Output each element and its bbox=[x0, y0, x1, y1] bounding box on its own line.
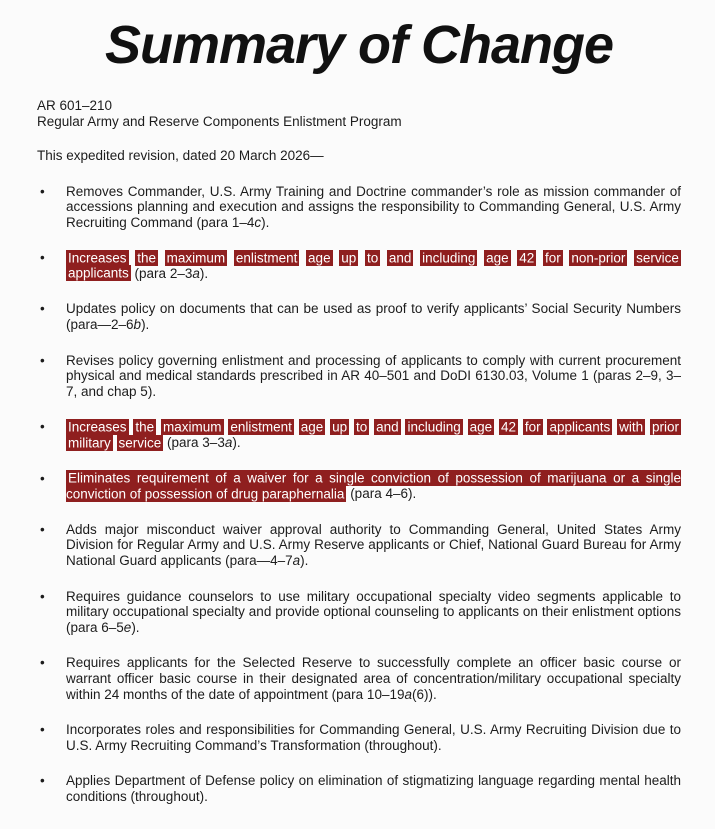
highlighted-text: to bbox=[366, 250, 379, 266]
paragraph-letter: a bbox=[192, 265, 200, 281]
paragraph-letter: b bbox=[133, 317, 142, 333]
highlighted-text: 42 bbox=[500, 419, 517, 435]
highlighted-text: non-prior bbox=[571, 250, 626, 266]
bullet-item: • Adds major misconduct waiver approval authority to Commanding General, United States Army Division for Regular Army and U.S. Army Reserve applicants or Chief, National Guard Bureau for Army National Guard applicants (para—4–7a). bbox=[37, 522, 681, 569]
highlighted-text: including bbox=[407, 419, 461, 435]
highlighted-text: including bbox=[422, 250, 476, 266]
highlighted-text: age bbox=[300, 419, 324, 435]
bullet-item: • Revises policy governing enlistment and processing of applicants to comply with current procurement physical and medical standards prescribed in AR 40–501 and DoDI 6130.03, Volume 1 (paras 2–9, 3–7, and chap 5). bbox=[37, 353, 681, 400]
highlighted-text: military bbox=[68, 435, 111, 451]
highlighted-text: age bbox=[308, 250, 331, 266]
change-list bbox=[37, 184, 681, 805]
revision-line: This expedited revision, dated 20 March 2026— bbox=[37, 148, 324, 163]
paragraph-letter: a bbox=[224, 435, 233, 451]
document-number: AR 601–210 bbox=[37, 98, 113, 113]
paragraph-letter: a bbox=[404, 686, 412, 702]
highlighted-text: Increases bbox=[68, 419, 127, 435]
highlighted-text: service bbox=[118, 435, 162, 451]
highlighted-text: 42 bbox=[519, 250, 535, 266]
highlighted-text: service bbox=[636, 250, 679, 266]
highlighted-text: up bbox=[332, 419, 348, 435]
highlighted-text: Increases bbox=[68, 250, 127, 266]
highlighted-text: Eliminates requirement of a waiver for a single conviction of possession of marijuana or a single conviction of possession of drug paraphernalia bbox=[66, 470, 681, 502]
bullet-item: • Eliminates requirement of a waiver for a single conviction of possession of marijuana or a single conviction of possession of drug paraphernalia (para 4–6). bbox=[37, 471, 681, 502]
bullet-item: • Applies Department of Defense policy on elimination of stigmatizing language regarding mental health conditions (throughout). bbox=[37, 773, 681, 804]
bullet-item: • Increases the maximum enlistment age up to and including age 42 for non-prior service applicants (para 2–3a). bbox=[37, 250, 681, 281]
paragraph-letter: a bbox=[292, 553, 301, 568]
bullet-item: • Incorporates roles and responsibilities for Commanding General, U.S. Army Recruiting Division due to U.S. Army Recruiting Command’s Transformation (throughout). bbox=[37, 722, 681, 753]
highlighted-text: and bbox=[388, 250, 412, 266]
highlighted-text: prior bbox=[651, 419, 679, 435]
highlighted-text: enlistment bbox=[230, 419, 292, 435]
document-id-block bbox=[37, 98, 681, 129]
highlighted-text: age bbox=[486, 250, 509, 266]
highlighted-text: for bbox=[524, 419, 541, 435]
page-title: Summary of Change bbox=[104, 15, 614, 75]
highlighted-text: enlistment bbox=[235, 250, 298, 266]
highlighted-text: for bbox=[544, 250, 561, 266]
highlighted-text: age bbox=[469, 419, 493, 435]
highlighted-text: with bbox=[619, 419, 644, 435]
highlighted-text: the bbox=[135, 419, 155, 435]
bullet-item: • Removes Commander, U.S. Army Training and Doctrine commander’s role as mission commander of accessions planning and execution and assigns the responsibility to Commanding General, U.S. Army Recruiting Command (para 1–4c). bbox=[37, 184, 681, 231]
highlighted-text: to bbox=[355, 419, 368, 435]
paragraph-letter: c bbox=[254, 214, 262, 230]
bullet-item: • Requires applicants for the Selected Reserve to successfully complete an officer basic course or warrant officer basic course in their designated area of concentration/military occupational specialty within 24 months of the date of appointment (para 10–19a(6)). bbox=[37, 655, 681, 702]
highlighted-text: maximum bbox=[166, 250, 226, 266]
document-title: Regular Army and Reserve Components Enlistment Program bbox=[37, 113, 402, 129]
highlighted-text: applicants bbox=[68, 265, 129, 281]
highlighted-text: up bbox=[341, 250, 357, 266]
highlighted-text: and bbox=[376, 419, 399, 435]
bullet-item: • Updates policy on documents that can be used as proof to verify applicants’ Social Security Numbers (para—2–6b). bbox=[37, 301, 681, 332]
highlighted-text: the bbox=[137, 250, 156, 266]
highlighted-text: maximum bbox=[163, 419, 222, 435]
bullet-item: • Increases the maximum enlistment age up to and including age 42 for applicants with prior military service (para 3–3a). bbox=[37, 419, 681, 450]
bullet-item: • Requires guidance counselors to use military occupational specialty video segments applicable to military occupational specialty and provide optional counseling to applicants on their enlistment options (para 6–5e). bbox=[37, 589, 681, 636]
paragraph-letter: e bbox=[123, 619, 132, 635]
highlighted-text: applicants bbox=[549, 419, 611, 435]
